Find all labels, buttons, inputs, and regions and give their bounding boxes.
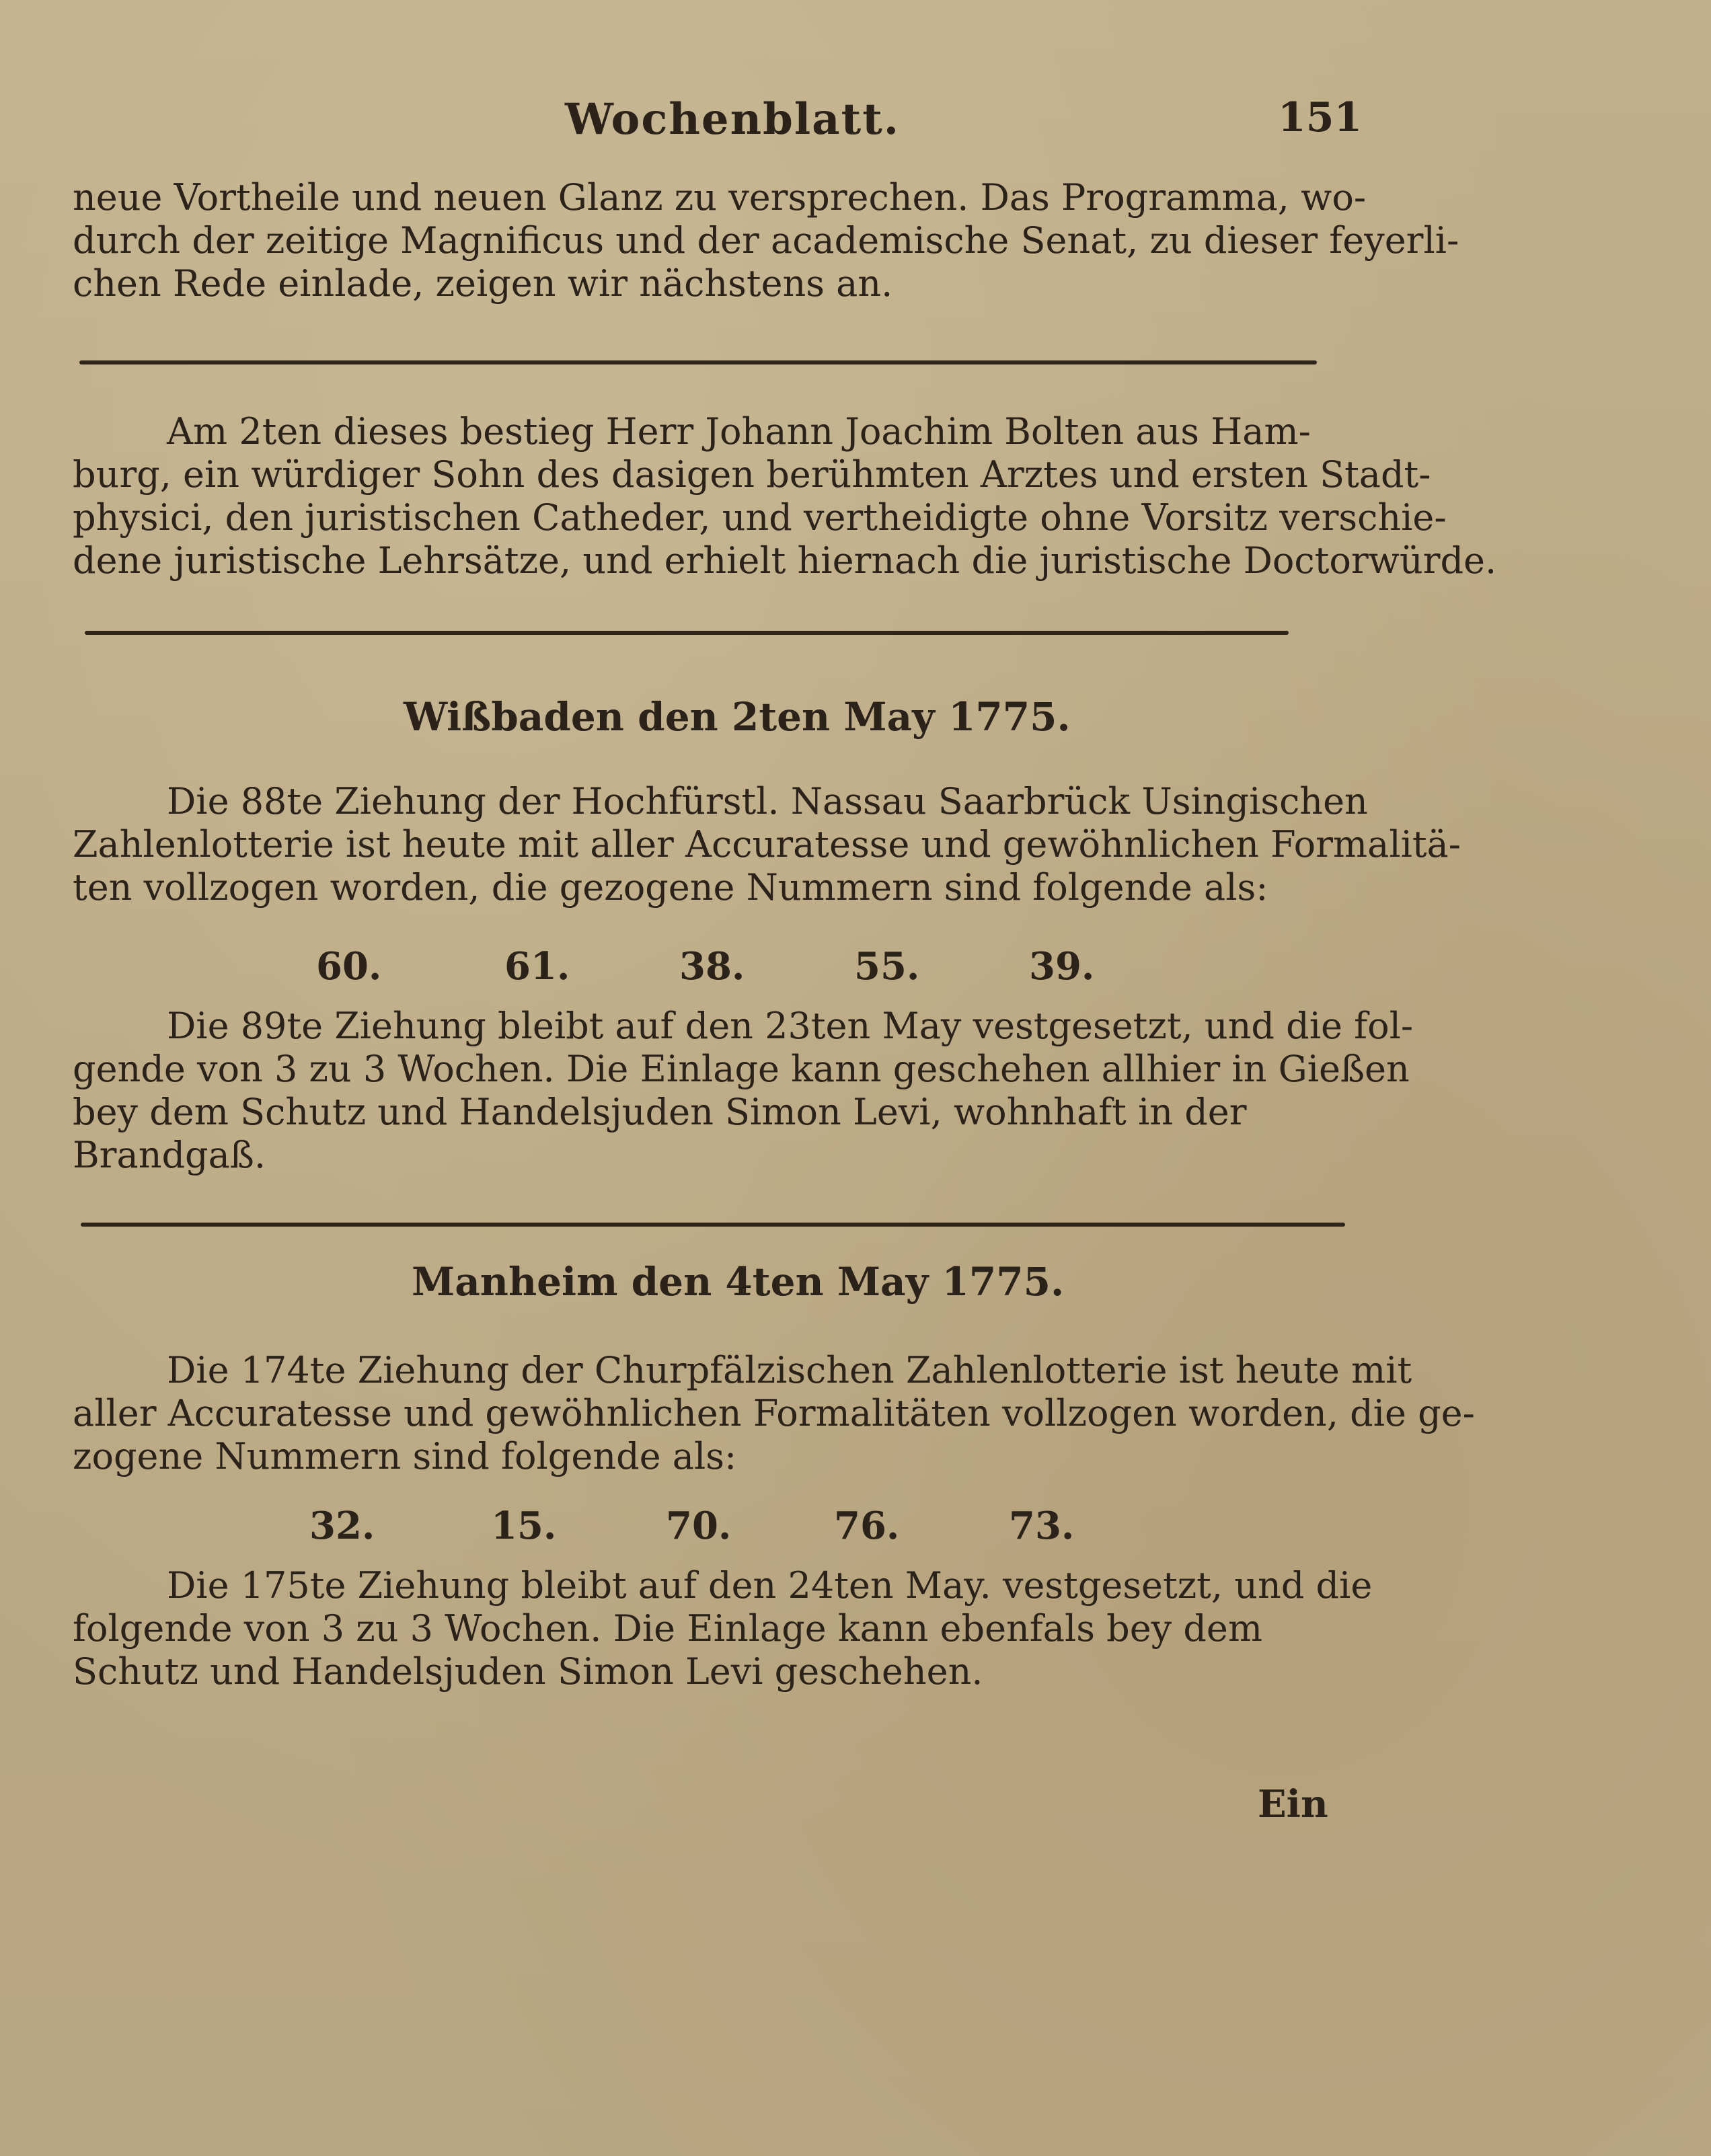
text-line: ten vollzogen worden, die gezogene Nummern sind folgende als: (73, 866, 1268, 909)
drawn-number: 38. (679, 944, 745, 989)
wisbaden-schedule-paragraph (73, 1005, 1414, 1177)
text-line: Zahlenlotterie ist heute mit aller Accuratesse und gewöhnlichen Formalitä- (73, 823, 1461, 865)
text-line: aller Accuratesse und gewöhnlichen Formalitäten vollzogen worden, die ge- (73, 1392, 1475, 1434)
text-line: Brandgaß. (73, 1134, 266, 1176)
text-line: Die 174te Ziehung der Churpfälzischen Zahlenlotterie ist heute mit (167, 1349, 1412, 1391)
drawn-number: 76. (834, 1504, 900, 1548)
section-rule (85, 631, 1289, 635)
text-line: zogene Nummern sind folgende als: (73, 1435, 737, 1477)
drawn-number: 73. (1009, 1504, 1075, 1548)
bolten-paragraph (73, 410, 1497, 582)
text-line: Am 2ten dieses bestieg Herr Johann Joachim Bolten aus Ham- (167, 410, 1311, 453)
running-head: Wochenblatt. (565, 94, 901, 145)
drawn-number: 55. (854, 944, 920, 989)
wisbaden-drawn-numbers (0, 944, 1711, 991)
text-line: folgende von 3 zu 3 Wochen. Die Einlage kann ebenfals bey dem (73, 1607, 1263, 1650)
text-line: physici, den juristischen Catheder, und vertheidigte ohne Vorsitz verschie- (73, 496, 1447, 539)
manheim-lottery-paragraph (73, 1349, 1475, 1478)
section-rule (79, 360, 1317, 364)
drawn-number: 70. (666, 1504, 732, 1548)
text-line: neue Vortheile und neuen Glanz zu versprechen. Das Programma, wo- (73, 176, 1367, 219)
drawn-number: 60. (316, 944, 382, 989)
page-number: 151 (1278, 94, 1363, 141)
intro-paragraph (73, 176, 1459, 305)
text-line: bey dem Schutz und Handelsjuden Simon Levi, wohnhaft in der (73, 1091, 1247, 1133)
drawn-number: 32. (309, 1504, 375, 1548)
manheim-drawn-numbers (0, 1504, 1711, 1551)
drawn-number: 61. (504, 944, 570, 989)
text-line: Die 88te Ziehung der Hochfürstl. Nassau Saarbrück Usingischen (167, 780, 1368, 822)
manheim-heading: Manheim den 4ten May 1775. (412, 1259, 1065, 1305)
wisbaden-heading: Wißbaden den 2ten May 1775. (404, 694, 1071, 740)
drawn-number: 39. (1029, 944, 1095, 989)
text-line: durch der zeitige Magnificus und der academische Senat, zu dieser feyerli- (73, 219, 1459, 262)
catchword: Ein (1258, 1782, 1328, 1826)
wisbaden-lottery-paragraph (73, 780, 1461, 909)
manheim-schedule-paragraph (73, 1564, 1373, 1693)
text-line: gende von 3 zu 3 Wochen. Die Einlage kann geschehen allhier in Gießen (73, 1048, 1410, 1090)
text-line: Die 175te Ziehung bleibt auf den 24ten May. vestgesetzt, und die (167, 1564, 1373, 1607)
text-line: dene juristische Lehrsätze, und erhielt hiernach die juristische Doctorwürde. (73, 539, 1497, 582)
text-line: chen Rede einlade, zeigen wir nächstens an. (73, 262, 893, 305)
section-rule (81, 1223, 1345, 1227)
text-line: Die 89te Ziehung bleibt auf den 23ten May vestgesetzt, und die fol- (167, 1005, 1414, 1047)
text-line: Schutz und Handelsjuden Simon Levi geschehen. (73, 1650, 983, 1693)
drawn-number: 15. (491, 1504, 557, 1548)
text-line: burg, ein würdiger Sohn des dasigen berühmten Arztes und ersten Stadt- (73, 453, 1431, 496)
